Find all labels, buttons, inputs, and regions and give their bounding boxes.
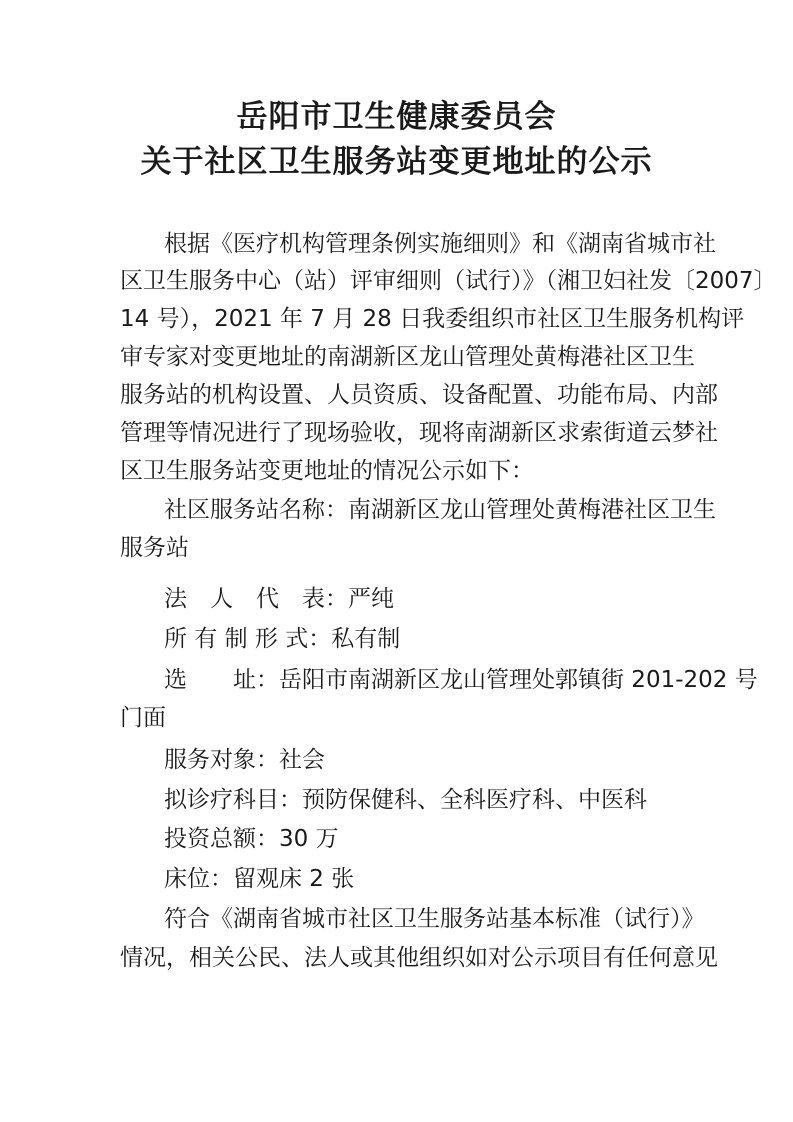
paragraph-line: 区卫生服务站变更地址的情况公示如下： <box>120 458 534 484</box>
field-label: 服务对象： <box>164 747 279 773</box>
field-value: 严纯 <box>348 586 394 612</box>
paragraph-line: 根据《医疗机构管理条例实施细则》和《湖南省城市社 <box>164 231 716 257</box>
title-line-2: 关于社区卫生服务站变更地址的公示 <box>140 144 653 180</box>
field-label: 拟诊疗科目： <box>164 787 302 813</box>
closing-line: 符合《湖南省城市社区卫生服务站基本标准（试行）》 <box>164 906 705 932</box>
field-investment <box>164 824 339 854</box>
field-value: 社会 <box>279 747 325 773</box>
field-ownership <box>164 624 400 654</box>
paragraph-line: 区卫生服务中心（站）评审细则（试行）》（湘卫妇社发〔2007〕 <box>120 268 777 294</box>
paragraph-line: 14 号），2021 年 7 月 28 日我委组织市社区卫生服务机构评 <box>120 306 745 332</box>
field-value: 南湖新区龙山管理处黄梅港社区卫生 <box>348 497 716 523</box>
field-beds <box>164 864 354 894</box>
paragraph-line: 管理等情况进行了现场验收，现将南湖新区求索街道云梦社 <box>120 420 718 446</box>
paragraph-line: 服务站的机构设置、人员资质、设备配置、功能布局、内部 <box>120 382 718 408</box>
field-value: 留观床 2 张 <box>233 866 355 892</box>
field-address <box>164 665 758 695</box>
field-station-name <box>164 495 716 525</box>
field-value: 30 万 <box>279 826 339 852</box>
field-label: 社区服务站名称： <box>164 497 348 523</box>
field-label: 选 址： <box>164 667 279 693</box>
title-line-1: 岳阳市卫生健康委员会 <box>236 99 557 135</box>
field-label: 所 有 制 形 式： <box>164 626 332 652</box>
closing-line: 情况，相关公民、法人或其他组织如对公示项目有任何意见 <box>120 945 718 971</box>
field-value: 岳阳市南湖新区龙山管理处郭镇街 201-202 号 <box>279 667 758 693</box>
field-value: 预防保健科、全科医疗科、中医科 <box>302 787 647 813</box>
paragraph-line: 审专家对变更地址的南湖新区龙山管理处黄梅港社区卫生 <box>120 344 695 370</box>
field-value-continued: 服务站 <box>120 535 189 561</box>
field-value-continued: 门面 <box>120 705 166 731</box>
field-label: 投资总额： <box>164 826 279 852</box>
field-value: 私有制 <box>331 626 401 652</box>
field-legal-rep <box>164 584 394 614</box>
field-label: 法 人 代 表： <box>164 586 348 612</box>
field-service-target <box>164 745 325 775</box>
field-label: 床位： <box>164 866 233 892</box>
field-departments <box>164 785 647 815</box>
